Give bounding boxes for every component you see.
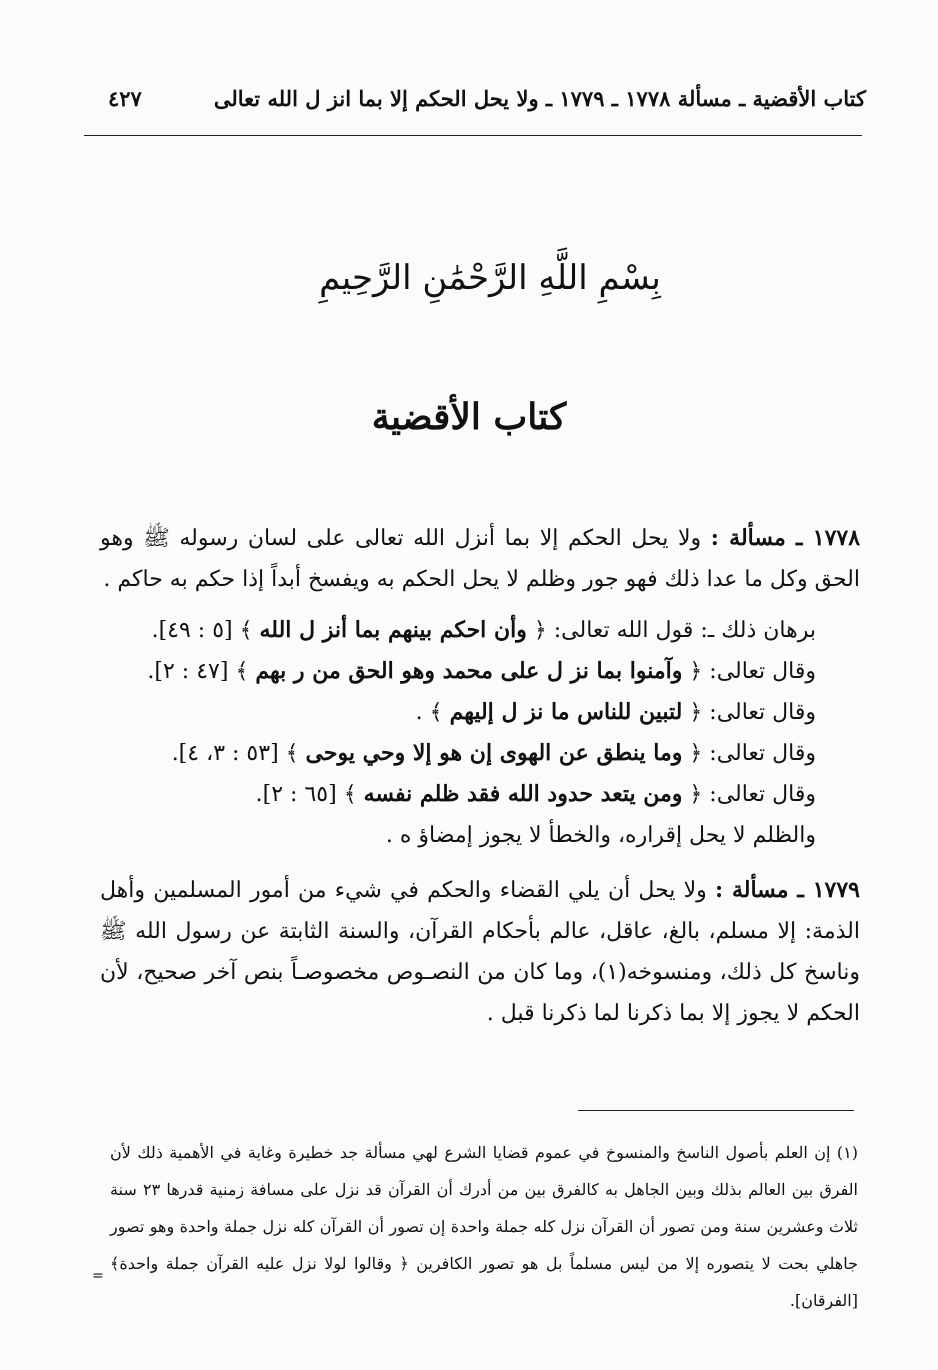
quran-quote: ومن يتعد حدود الله فقد ظلم نفسه [363, 781, 683, 807]
issue-text: ولا يحل أن يلي القضاء والحكم في شيء من أمور المسلمين وأهل الذمة: إلا مسلم، بالغ، عاقل، عالم بأحكام القرآن، والسنة الثابتة عن رسول الله ﷺ وناسخ كل ذلك، ومنسوخه(١)، وما كان من النصـوص مخصوصـاً بنص آخر صحيح، لأن الحكم لا يجوز إلا بما ذكرنا لما ذكرنا قبل . [100, 878, 860, 1026]
book-title: كتاب الأقضية [371, 396, 567, 438]
basmala-calligraphy: بِسْمِ اللَّهِ الرَّحْمَٰنِ الرَّحِيمِ [319, 258, 661, 298]
margin-mark: = [92, 1268, 104, 1284]
evidence-line: وقال تعالى: ﴿ ومن يتعد حدود الله فقد ظلم نفسه ﴾ [٦٥ : ٢]. [255, 781, 816, 807]
quran-quote: وما ينطق عن الهوى إن هو إلا وحي يوحى [305, 740, 683, 766]
evidence-line: وقال تعالى: ﴿ وما ينطق عن الهوى إن هو إلا وحي يوحى ﴾ [٥٣ : ٣، ٤]. [171, 740, 816, 766]
evidence-line: وقال تعالى: ﴿ لتبين للناس ما نز ل إليهم ﴾ . [415, 699, 816, 725]
quran-quote: لتبين للناس ما نز ل إليهم [449, 699, 683, 725]
issue-number: ١٧٧٨ ـ مسألة : [710, 525, 861, 551]
footnote: (١) إن العلم بأصول الناسخ والمنسوخ في عموم قضايا الشرع لهي مسألة جد خطيرة وغاية في الأهمية ذلك لأن الفرق بين العالم بذلك وبين الجاهل به كالفرق بين من أدرك أن القرآن قد نزل على مسافة زمنية قدرها ٢٣ سنة ثلاث وعشرين سنة ومن تصور أن القرآن نزل كله جملة واحدة إن تصور أن القرآن كله نزل جملة واحدة وهو تصور جاهلي بحت لا يتصوره إلا من ليس مسلماً بل هو تصور الكافرين ﴿ وقالوا لولا نزل عليه القرآن جملة واحدة﴾ [الفرقان]. [110, 1143, 859, 1310]
quran-quote: وآمنوا بما نز ل على محمد وهو الحق من ر بهم [255, 658, 683, 684]
running-header [108, 86, 866, 111]
footnote-rule [578, 1110, 854, 1111]
issue-text: ولا يحل الحكم إلا بما أنزل الله تعالى على لسان رسوله ﷺ وهو الحق وكل ما عدا ذلك فهو جور وظلم لا يحل الحكم به ويفسخ أبداً إذا حكم به حاكم . [100, 526, 860, 592]
issue-1779 [100, 870, 860, 1034]
verse-reference: [٥ : ٤٩]. [151, 618, 233, 643]
verse-reference: [٦٥ : ٢]. [255, 782, 337, 807]
evidence-list [100, 610, 816, 856]
issue-number: ١٧٧٩ ـ مسألة : [714, 877, 860, 903]
header-rule [84, 135, 862, 136]
evidence-line: برهان ذلك ـ: قول الله تعالى: ﴿ وأن احكم بينهم بما أنز ل الله ﴾ [٥ : ٤٩]. [151, 617, 816, 643]
running-title: كتاب الأقضية ـ مسألة ١٧٧٨ ـ ١٧٧٩ ـ ولا يحل الحكم إلا بما انز ل الله تعالى [213, 86, 866, 111]
main-text [100, 518, 860, 1034]
quran-quote: وأن احكم بينهم بما أنز ل الله [259, 617, 527, 643]
evidence-line: وقال تعالى: ﴿ وآمنوا بما نز ل على محمد وهو الحق من ر بهم ﴾ [٤٧ : ٢]. [147, 658, 816, 684]
evidence-conclusion: والظلم لا يحل إقراره، والخطأ لا يجوز إمضاؤ ه . [385, 823, 816, 848]
page-number: ٤٢٧ [108, 86, 142, 111]
issue-1778 [100, 518, 860, 600]
verse-reference: . [415, 700, 423, 725]
verse-reference: [٥٣ : ٣، ٤]. [171, 741, 279, 766]
verse-reference: [٤٧ : ٢]. [147, 659, 229, 684]
